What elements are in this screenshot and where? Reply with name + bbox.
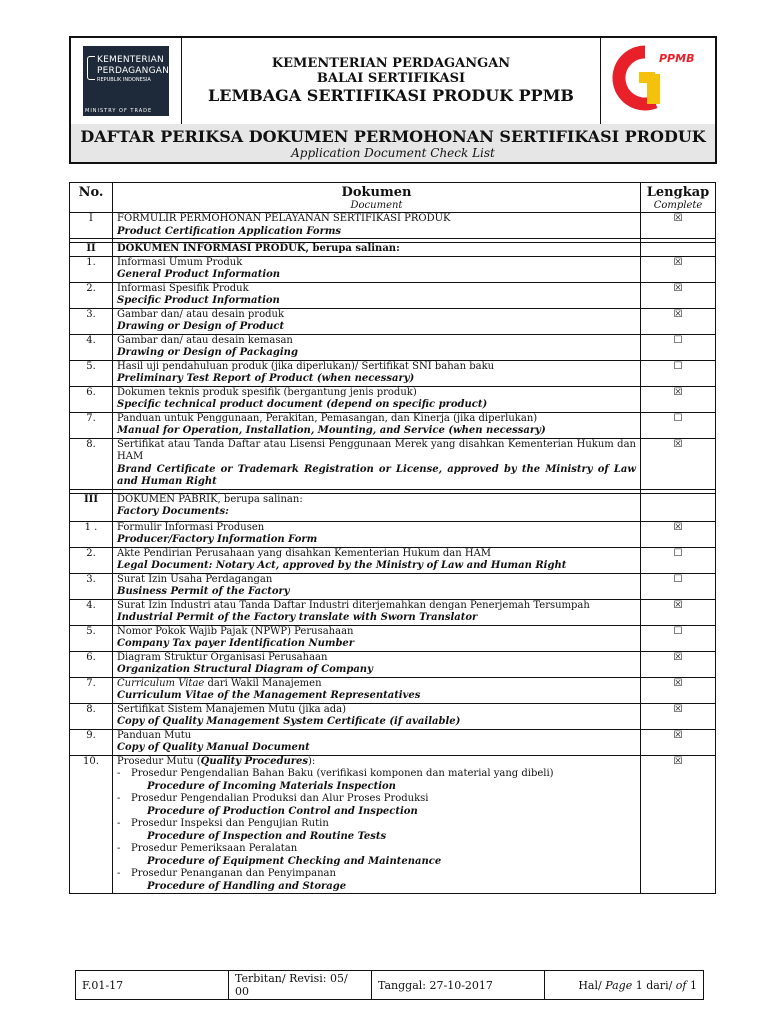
col-header-no: No. <box>70 183 113 213</box>
item-title-en: Producer/Factory Information Form <box>117 534 318 545</box>
item-title-en: Company Tax payer Identification Number <box>117 638 355 649</box>
checkbox[interactable]: ☒ <box>641 651 716 677</box>
logo-text-line1: KEMENTERIAN <box>97 55 164 65</box>
item-document <box>113 334 641 360</box>
checkbox[interactable]: ☒ <box>641 256 716 282</box>
item-number: 3. <box>70 573 113 599</box>
item-title-en: Specific Product Information <box>117 295 280 306</box>
procedure-item <box>117 843 636 868</box>
checkbox[interactable]: ☐ <box>641 412 716 438</box>
item-title-en: Copy of Quality Management System Certificate (if available) <box>117 716 461 727</box>
org-office: BALAI SERTIFIKASI <box>316 71 466 86</box>
item-number: 6. <box>70 386 113 412</box>
checkbox[interactable]: ☒ <box>641 386 716 412</box>
checkbox[interactable]: ☒ <box>641 213 716 239</box>
section-1-row <box>70 213 716 239</box>
procedure-title: Prosedur Pengendalian Bahan Baku (verifikasi komponen dan material yang dibeli) <box>131 768 554 779</box>
checkbox[interactable]: ☒ <box>641 677 716 703</box>
checkbox[interactable]: ☒ <box>641 438 716 489</box>
list-item <box>70 703 716 729</box>
item-document <box>113 412 641 438</box>
item-number: 9. <box>70 729 113 755</box>
page-number: Hal/ Page 1 dari/ of 1 <box>545 971 704 1000</box>
procedure-title-en: Procedure of Incoming Materials Inspection <box>147 780 396 792</box>
document-subtitle: Application Document Check List <box>291 146 495 160</box>
list-item <box>70 547 716 573</box>
item-number: 3. <box>70 308 113 334</box>
item-title: Informasi Spesifik Produk <box>117 282 249 294</box>
item-number: 1 . <box>70 521 113 547</box>
item-document <box>113 651 641 677</box>
ministry-logo-mark <box>87 56 95 80</box>
item-title-en: Curriculum Vitae of the Management Representatives <box>117 690 421 701</box>
section-1-title: FORMULIR PERMOHONAN PELAYANAN SERTIFIKASI PRODUK <box>117 213 451 224</box>
item-title: Gambar dan/ atau desain produk <box>117 308 285 320</box>
checklist-table <box>69 182 716 894</box>
section-2-header-row <box>70 243 716 257</box>
procedure-bullet: - <box>117 868 121 879</box>
item-document <box>113 703 641 729</box>
item-number: 5. <box>70 625 113 651</box>
form-code: F.01-17 <box>76 971 229 1000</box>
procedure-item <box>117 818 636 843</box>
section-3-title-en: Factory Documents: <box>117 506 229 517</box>
item-10-row <box>70 755 716 894</box>
item-number: 6. <box>70 651 113 677</box>
item-title: Surat Izin Usaha Perdagangan <box>117 573 273 585</box>
checkbox[interactable]: ☐ <box>641 334 716 360</box>
list-item <box>70 599 716 625</box>
document-title-band <box>71 124 715 162</box>
item-document <box>113 256 641 282</box>
list-item <box>70 256 716 282</box>
item-title: Sertifikat Sistem Manajemen Mutu (jika ada) <box>117 703 347 715</box>
item-document <box>113 438 641 489</box>
section-1-number: I <box>70 213 113 239</box>
item-title: Sertifikat atau Tanda Daftar atau Lisensi Penggunaan Merek yang disahkan Kementerian Hukum dan HAM <box>117 438 636 462</box>
item-document <box>113 547 641 573</box>
ppmb-logo-cell <box>600 38 715 124</box>
item-title: Formulir Informasi Produsen <box>117 521 265 533</box>
item-title-en: Manual for Operation, Installation, Mounting, and Service (when necessary) <box>117 425 546 436</box>
item-number: 7. <box>70 677 113 703</box>
item-title: Nomor Pokok Wajib Pajak (NPWP) Perusahaan <box>117 625 354 637</box>
list-item <box>70 308 716 334</box>
item-title: Surat Izin Industri atau Tanda Daftar Industri diterjemahkan dengan Penerjemah Tersumpah <box>117 599 590 611</box>
item-number: 8. <box>70 703 113 729</box>
procedure-bullet: - <box>117 793 121 804</box>
item-title: Panduan untuk Penggunaan, Perakitan, Pemasangan, dan Kinerja (jika diperlukan) <box>117 412 538 424</box>
checkbox[interactable]: ☒ <box>641 308 716 334</box>
item-document <box>113 386 641 412</box>
item-title-en: Industrial Permit of the Factory translate with Sworn Translator <box>117 612 478 623</box>
item-title-en: Organization Structural Diagram of Company <box>117 664 373 675</box>
list-item <box>70 334 716 360</box>
item-10-title-en: Quality Procedures <box>200 755 309 767</box>
list-item <box>70 438 716 489</box>
item-document <box>113 573 641 599</box>
item-document <box>113 521 641 547</box>
item-title-en: Brand Certificate or Trademark Registration or License, approved by the Ministry of Law and Human Right <box>117 463 636 487</box>
section-1-document <box>113 213 641 239</box>
item-title-en: Specific technical product document (depend on specific product) <box>117 399 488 410</box>
procedure-bullet: - <box>117 843 121 854</box>
checkbox[interactable]: ☒ <box>641 599 716 625</box>
table-header-row <box>70 183 716 213</box>
procedure-title: Prosedur Inspeksi dan Pengujian Rutin <box>131 818 329 829</box>
procedure-bullet: - <box>117 818 121 829</box>
checkbox[interactable]: ☒ <box>641 521 716 547</box>
item-10-document <box>113 755 641 894</box>
checkbox[interactable]: ☐ <box>641 360 716 386</box>
checkbox[interactable]: ☐ <box>641 547 716 573</box>
item-number: 5. <box>70 360 113 386</box>
revision: Terbitan/ Revisi: 05/ 00 <box>229 971 372 1000</box>
item-title-en: Drawing or Design of Product <box>117 321 285 332</box>
procedure-bullet: - <box>117 768 121 779</box>
list-item <box>70 625 716 651</box>
col-header-document: Dokumen Document <box>113 183 641 213</box>
item-title-italic: Curriculum Vitae <box>117 677 205 689</box>
list-item <box>70 412 716 438</box>
issue-date: Tanggal: 27-10-2017 <box>372 971 545 1000</box>
org-institution: LEMBAGA SERTIFIKASI PRODUK PPMB <box>208 86 574 105</box>
procedure-list <box>117 768 636 893</box>
item-title: Dokumen teknis produk spesifik (bergantung jenis produk) <box>117 386 417 398</box>
item-title-en: Legal Document: Notary Act, approved by the Ministry of Law and Human Right <box>117 560 567 571</box>
logo-cell <box>71 38 182 124</box>
item-10-title-end: ): <box>308 755 316 767</box>
item-title: Hasil uji pendahuluan produk (jika diperlukan)/ Sertifikat SNI bahan baku <box>117 360 495 372</box>
item-document <box>113 360 641 386</box>
checkbox[interactable]: ☒ <box>641 282 716 308</box>
section-3-title: DOKUMEN PABRIK, berupa salinan: <box>117 493 303 505</box>
item-title: Diagram Struktur Organisasi Perusahaan <box>117 651 328 663</box>
checkbox[interactable]: ☒ <box>641 755 716 894</box>
item-number: 1. <box>70 256 113 282</box>
procedure-item <box>117 868 636 893</box>
list-item <box>70 729 716 755</box>
item-title: Panduan Mutu <box>117 729 192 741</box>
section-2-number: II <box>70 243 113 257</box>
item-document <box>113 308 641 334</box>
col-header-complete: Lengkap Complete <box>641 183 716 213</box>
section-3-number: III <box>70 493 113 521</box>
item-title: Informasi Umum Produk <box>117 256 243 268</box>
procedure-item <box>117 768 636 793</box>
item-10-number: 10. <box>70 755 113 894</box>
section-3-header-row <box>70 493 716 521</box>
item-document <box>113 729 641 755</box>
procedure-title-en: Procedure of Inspection and Routine Tests <box>147 830 387 842</box>
list-item <box>70 677 716 703</box>
list-item <box>70 360 716 386</box>
list-item <box>70 386 716 412</box>
item-title-en: Business Permit of the Factory <box>117 586 290 597</box>
procedure-title-en: Procedure of Handling and Storage <box>147 880 347 892</box>
list-item <box>70 521 716 547</box>
procedure-title-en: Procedure of Equipment Checking and Maintenance <box>147 855 442 867</box>
document-footer <box>75 970 704 1000</box>
procedure-item <box>117 793 636 818</box>
item-title-en: Preliminary Test Report of Product (when necessary) <box>117 373 415 384</box>
section-3-title-cell <box>113 493 641 521</box>
section-1-title-en: Product Certification Application Forms <box>117 225 342 237</box>
item-10-title: Prosedur Mutu ( <box>117 755 201 767</box>
procedure-title: Prosedur Penanganan dan Penyimpanan <box>131 868 336 879</box>
item-document <box>113 625 641 651</box>
item-number: 4. <box>70 334 113 360</box>
ppmb-logo-text: PPMB <box>659 52 695 65</box>
procedure-title: Prosedur Pengendalian Produksi dan Alur Proses Produksi <box>131 793 429 804</box>
section-2-title: DOKUMEN INFORMASI PRODUK, berupa salinan: <box>113 243 641 257</box>
checkbox[interactable]: ☐ <box>641 625 716 651</box>
list-item <box>70 573 716 599</box>
item-number: 7. <box>70 412 113 438</box>
checkbox[interactable]: ☒ <box>641 703 716 729</box>
logo-text-line2: PERDAGANGAN <box>97 66 170 76</box>
item-document <box>113 599 641 625</box>
checkbox[interactable]: ☒ <box>641 729 716 755</box>
item-title-en: General Product Information <box>117 269 281 280</box>
org-ministry: KEMENTERIAN PERDAGANGAN <box>271 56 511 71</box>
procedure-title-en: Procedure of Production Control and Inspection <box>147 805 418 817</box>
item-number: 4. <box>70 599 113 625</box>
item-number: 2. <box>70 282 113 308</box>
item-title-en: Drawing or Design of Packaging <box>117 347 298 358</box>
procedure-title: Prosedur Pemeriksaan Peralatan <box>131 843 298 854</box>
logo-text-line3: REPUBLIK INDONESIA <box>97 77 151 83</box>
item-title: Gambar dan/ atau desain kemasan <box>117 334 293 346</box>
item-title: Akte Pendirian Perusahaan yang disahkan Kementerian Hukum dan HAM <box>117 547 492 559</box>
item-title-en: Copy of Quality Manual Document <box>117 742 310 753</box>
item-document <box>113 282 641 308</box>
item-number: 2. <box>70 547 113 573</box>
list-item <box>70 282 716 308</box>
checkbox[interactable]: ☐ <box>641 573 716 599</box>
document-header <box>69 36 717 164</box>
organization-title <box>182 38 600 124</box>
logo-text-line4: MINISTRY OF TRADE <box>85 108 153 114</box>
ministry-logo <box>83 46 169 116</box>
document-title: DAFTAR PERIKSA DOKUMEN PERMOHONAN SERTIFIKASI PRODUK <box>80 127 706 146</box>
ppmb-logo <box>601 38 715 122</box>
item-number: 8. <box>70 438 113 489</box>
list-item <box>70 651 716 677</box>
item-document <box>113 677 641 703</box>
item-title: dari Wakil Manajemen <box>204 677 322 689</box>
